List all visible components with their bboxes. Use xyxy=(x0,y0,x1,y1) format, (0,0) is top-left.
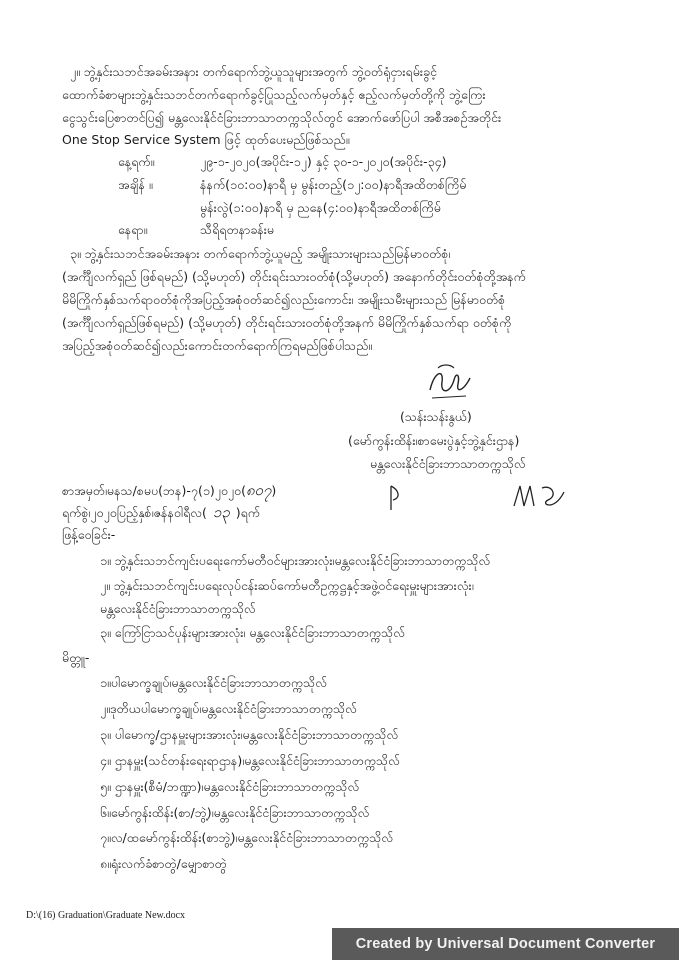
letter-date-handwritten: ၁၃ xyxy=(212,503,230,521)
copies-item-4: ၄။ ဌာနမှူး(သင်တန်းရေးရာဌာန)၊မန္တလေးနိုင်ငံခြားဘာသာတက္ကသိုလ် xyxy=(100,753,400,768)
para2-line-1: ၃။ ဘွဲ့နှင်းသဘင်အခမ်းအနား တက်ရောက်ဘွဲ့ယူမည့် အမျိုးသားများသည်မြန်မာဝတ်စုံ၊ xyxy=(70,246,451,261)
file-path-footer: D:\(16) Graduation\Graduate New.docx xyxy=(26,910,186,921)
time-value-2: မွန်းလွဲ(၁:၀၀)နာရီ မှ ညနေ(၄:၀၀)နာရီအထိတစ်ကြိမ် xyxy=(200,200,441,215)
para1-line-4: One Stop Service System ဖြင့် ထုတ်ပေးမည်ဖြစ်သည်။ xyxy=(62,132,350,147)
copies-item-5: ၅။ ဌာနမှူး(စီမံ/ဘဏ္ဍာ)၊မန္တလေးနိုင်ငံခြားဘာသာတက္ကသိုလ် xyxy=(100,779,360,794)
initials-scribble-left xyxy=(385,480,415,516)
para2-line-5: အပြည့်အစုံဝတ်ဆင်၍လည်းကောင်းတက်ရောက်ကြရမည်ဖြစ်ပါသည်။ xyxy=(62,338,373,353)
signature-scribble xyxy=(420,360,480,408)
letter-number-handwritten: ၈၀၇ xyxy=(245,481,272,499)
signatory-title: (မော်ကွန်းထိန်း၊စာမေးပွဲနှင့်ဘွဲ့နှင်းဌာန) xyxy=(348,433,520,448)
letter-date-suffix: )ရက် xyxy=(235,505,261,520)
time-label: အချိန် ။ xyxy=(118,177,153,192)
distribution-heading: ဖြန့်ဝေခြင်း- xyxy=(62,527,116,542)
place-value: သီရိရတနာခန်းမ xyxy=(200,222,275,237)
copies-heading: မိတ္တူ- xyxy=(62,650,90,665)
para1-line-1: ၂။ ဘွဲ့နှင်းသဘင်အခမ်းအနား တက်ရောက်ဘွဲ့ယူသူများအတွက် ဘွဲ့ဝတ်ရုံငှားရမ်းခွင့် xyxy=(70,64,437,79)
distribution-item-2-cont: မန္တလေးနိုင်ငံခြားဘာသာတက္ကသိုလ် xyxy=(100,601,256,616)
copies-item-8: ၈။ရုံးလက်ခံစာတွဲ/မျှောစာတွဲ xyxy=(100,856,227,871)
signatory-org: မန္တလေးနိုင်ငံခြားဘာသာတက္ကသိုလ် xyxy=(370,456,526,471)
letter-date-prefix: ရက်စွဲ၊၂၀၂၀ပြည့်နှစ်၊ဇန်နဝါရီလ( xyxy=(62,505,207,520)
copies-item-2: ၂။ဒုတိယပါမောက္ခချုပ်၊မန္တလေးနိုင်ငံခြားဘာသာတက္ကသိုလ် xyxy=(100,701,357,716)
letter-date xyxy=(62,503,260,522)
para1-line-3: ငွေသွင်းပြေစာတင်ပြ၍ မန္တလေးနိုင်ငံခြားဘာသာတက္ကသိုလ်တွင် အောက်ဖော်ပြပါ အစီအစဉ်အတိုင်း xyxy=(62,110,502,125)
time-value-1: နံနက်(၁၀:၀၀)နာရီ မှ မွန်းတည့်(၁၂:၀၀)နာရီအထိတစ်ကြိမ် xyxy=(200,177,467,192)
place-label: နေရာ။ xyxy=(118,222,148,237)
distribution-item-2: ၂။ ဘွဲ့နှင်းသဘင်ကျင်းပရေးလုပ်ငန်းဆပ်ကော်မတီဥက္ကဋ္ဌနှင့်အဖွဲ့ဝင်ရေးမှူးများအားလုံး၊ xyxy=(100,578,474,593)
letter-number-suffix: ) xyxy=(271,483,277,498)
copies-item-3: ၃။ ပါမောက္ခ/ဌာနမှူးများအားလုံး၊မန္တလေးနိုင်ငံခြားဘာသာတက္ကသိုလ် xyxy=(100,727,399,742)
copies-item-1: ၁။ပါမောက္ခချုပ်၊မန္တလေးနိုင်ငံခြားဘာသာတက္ကသိုလ် xyxy=(100,675,327,690)
initials-scribble-right xyxy=(508,478,578,518)
letter-number-prefix: စာအမှတ်၊မနသ/စမပ(ဘန)-၇(၁)၂၀၂၀( xyxy=(62,483,246,498)
distribution-item-3: ၃။ ကြော်ငြာသင်ပုန်းများအားလုံး၊ မန္တလေးနိုင်ငံခြားဘာသာတက္ကသိုလ် xyxy=(100,625,405,640)
para2-line-3: မိမိကြိုက်နှစ်သက်ရာဝတ်စုံကိုအပြည့်အစုံဝတ်ဆင်၍လည်းကောင်း၊ အမျိုးသမီးများသည် မြန်မာဝတ်စုံ xyxy=(62,292,506,307)
distribution-item-1: ၁။ ဘွဲ့နှင်းသဘင်ကျင်းပရေးကော်မတီဝင်များအားလုံး၊မန္တလေးနိုင်ငံခြားဘာသာတက္ကသိုလ် xyxy=(100,553,491,568)
signatory-name: (သန်းသန်းနွယ်) xyxy=(400,409,472,424)
copies-item-6: ၆။မော်ကွန်းထိန်း(စာ/ဘွဲ့)၊မန္တလေးနိုင်ငံခြားဘာသာတက္ကသိုလ် xyxy=(100,805,370,820)
date-label: နေ့ရက်။ xyxy=(118,154,155,169)
para1-line-2: ထောက်ခံစာများဘွဲ့နှင်းသဘင်တက်ရောက်ခွင့်ပြုသည့်လက်မှတ်နှင့် ဧည့်လက်မှတ်တို့ကို ဘွဲ့ကြေး xyxy=(62,87,486,102)
para2-line-4: (အင်္ကျီလက်ရှည်ဖြစ်ရမည်) (သို့မဟုတ်) တိုင်းရင်းသားဝတ်စုံတို့အနက် မိမိကြိုက်နှစ်သက်ရာ ဝတ်စုံကို xyxy=(62,315,512,330)
converter-watermark: Created by Universal Document Converter xyxy=(332,928,679,960)
copies-item-7: ၇။လ/ထမော်ကွန်းထိန်း(စာဘွဲ့)၊မန္တလေးနိုင်ငံခြားဘာသာတက္ကသိုလ် xyxy=(100,830,394,845)
para2-line-2: (အင်္ကျီလက်ရှည် ဖြစ်ရမည်) (သို့မဟုတ်) တိုင်းရင်းသားဝတ်စုံ(သို့မဟုတ်) အနောက်တိုင်းဝတ်စုံတို့အနက် xyxy=(62,269,526,284)
date-value: ၂၉-၁-၂၀၂၀(အပိုင်း-၁၂) နှင့် ၃၀-၁-၂၀၂၀(အပိုင်း-၃၄) xyxy=(200,154,447,169)
letter-number xyxy=(62,481,276,500)
